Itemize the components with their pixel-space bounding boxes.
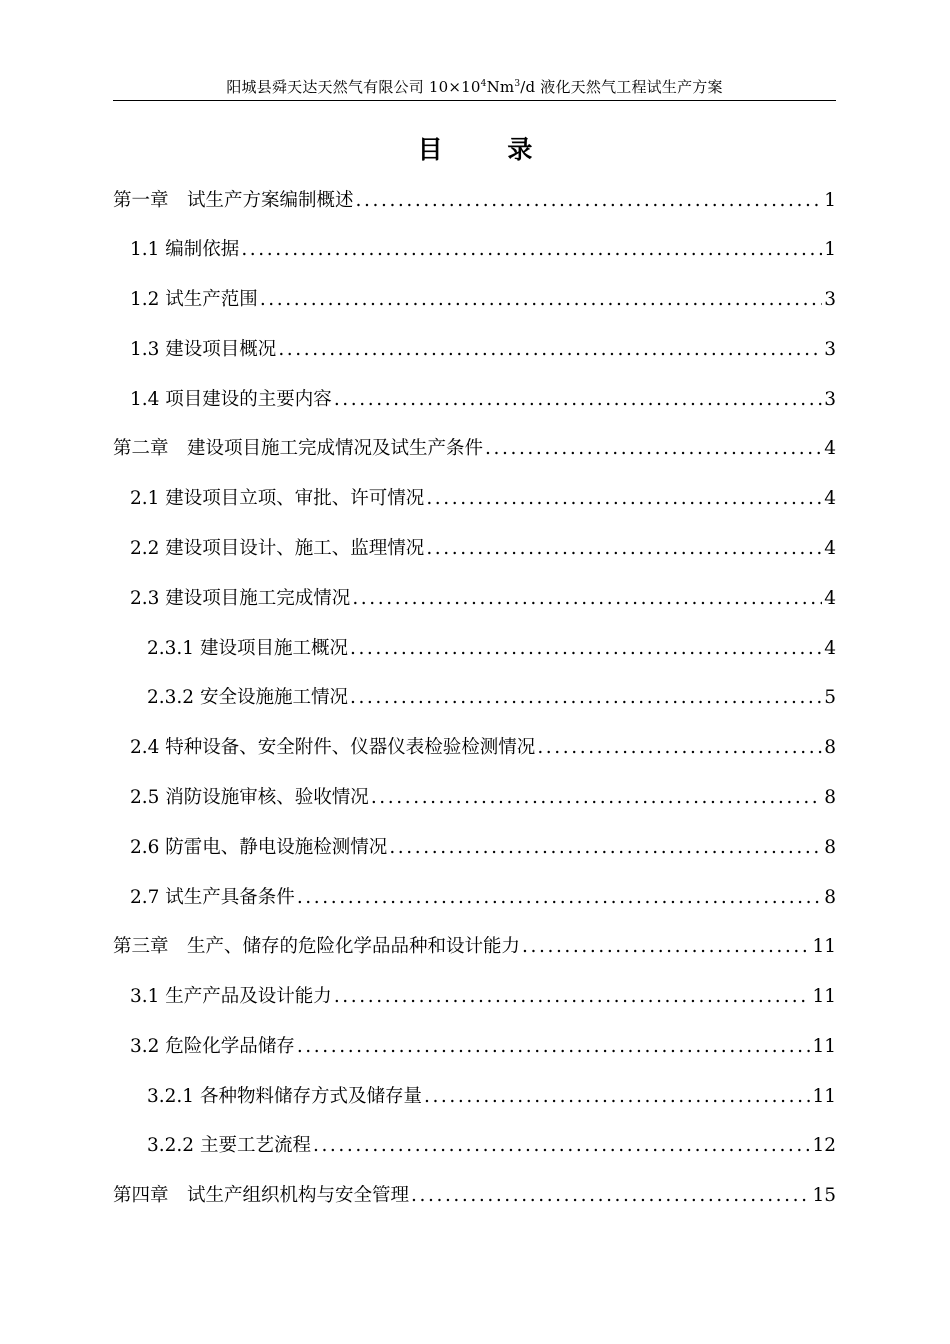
dot-leader [352, 588, 822, 609]
toc-entry-page: 4 [824, 488, 836, 509]
toc-entry-label: 1.1 编制依据 [130, 239, 240, 260]
toc-entry-label: 1.3 建设项目概况 [130, 339, 277, 360]
toc-entry[interactable] [130, 1032, 836, 1062]
toc-entry-label: 2.3.1 建设项目施工概况 [147, 638, 348, 659]
toc-entry[interactable] [130, 833, 836, 863]
dot-leader [297, 1036, 811, 1057]
toc-entry-page: 4 [824, 538, 836, 559]
toc-entry-page: 3 [824, 289, 836, 310]
dot-leader [334, 389, 822, 410]
toc-entry-page: 3 [824, 389, 836, 410]
dot-leader [313, 1135, 810, 1156]
toc-entry[interactable] [130, 534, 836, 564]
toc-entry-label: 2.3.2 安全设施施工情况 [147, 687, 348, 708]
toc-entry[interactable] [147, 1082, 836, 1112]
toc-entry[interactable] [113, 1181, 836, 1211]
toc-entry-page: 11 [812, 1036, 836, 1057]
toc-entry-page: 1 [824, 239, 836, 260]
toc-entry-label: 3.2 危险化学品储存 [130, 1036, 295, 1057]
toc-entry-label: 3.1 生产产品及设计能力 [130, 986, 332, 1007]
dot-leader [389, 837, 822, 858]
dot-leader [411, 1185, 810, 1206]
toc-entry-label: 2.1 建设项目立项、审批、许可情况 [130, 488, 425, 509]
dot-leader [241, 239, 822, 260]
toc-entry[interactable] [130, 235, 836, 265]
dot-leader [371, 787, 822, 808]
dot-leader [426, 538, 822, 559]
toc-entry-label: 第一章 试生产方案编制概述 [113, 190, 354, 211]
toc-entry[interactable] [147, 1131, 836, 1161]
toc-entry-label: 2.4 特种设备、安全附件、仪器仪表检验检测情况 [130, 737, 536, 758]
toc-entry-page: 15 [812, 1185, 836, 1206]
toc-entry-page: 3 [824, 339, 836, 360]
dot-leader [260, 289, 822, 310]
toc-entry[interactable] [113, 434, 836, 464]
toc-entry[interactable] [147, 683, 836, 713]
running-header [113, 76, 836, 97]
dot-leader [350, 687, 822, 708]
header-text-part: 阳城县舜天达天然气有限公司 10×10 [226, 78, 481, 96]
header-unit: Nm [486, 78, 515, 96]
dot-leader [426, 488, 822, 509]
dot-leader [297, 887, 822, 908]
toc-entry-page: 5 [824, 687, 836, 708]
toc-entry-label: 1.2 试生产范围 [130, 289, 258, 310]
toc-entry[interactable] [130, 883, 836, 913]
header-text-tail: /d 液化天然气工程试生产方案 [520, 78, 723, 96]
toc-entry-page: 8 [824, 787, 836, 808]
dot-leader [334, 986, 811, 1007]
header-exponent: 4 [480, 79, 487, 89]
toc-entry-label: 1.4 项目建设的主要内容 [130, 389, 332, 410]
toc-entry[interactable] [130, 584, 836, 614]
header-rule [113, 100, 836, 101]
toc-entry[interactable] [130, 285, 836, 315]
toc-entry[interactable] [147, 634, 836, 664]
toc-entry-page: 11 [812, 936, 836, 957]
dot-leader [356, 190, 823, 211]
toc-entry-page: 12 [812, 1135, 836, 1156]
toc-entry-label: 2.7 试生产具备条件 [130, 887, 295, 908]
toc-entry-page: 1 [824, 190, 836, 211]
dot-leader [522, 936, 810, 957]
dot-leader [278, 339, 822, 360]
toc-entry-label: 3.2.2 主要工艺流程 [147, 1135, 311, 1156]
page-title: 目 录 [417, 135, 561, 164]
toc-entry-label: 3.2.1 各种物料储存方式及储存量 [147, 1086, 422, 1107]
toc-entry-label: 2.6 防雷电、静电设施检测情况 [130, 837, 388, 858]
toc-entry-page: 11 [812, 1086, 836, 1107]
toc-entry-page: 4 [824, 588, 836, 609]
toc-entry-label: 2.5 消防设施审核、验收情况 [130, 787, 369, 808]
toc-entry-page: 4 [824, 438, 836, 459]
toc-entry-label: 第二章 建设项目施工完成情况及试生产条件 [113, 438, 484, 459]
toc-entry-label: 2.2 建设项目设计、施工、监理情况 [130, 538, 425, 559]
toc-entry[interactable] [113, 186, 836, 216]
toc-entry[interactable] [113, 932, 836, 962]
toc-entry-label: 2.3 建设项目施工完成情况 [130, 588, 351, 609]
toc-entry-page: 11 [812, 986, 836, 1007]
toc-entry-page: 4 [824, 638, 836, 659]
dot-leader [424, 1086, 810, 1107]
dot-leader [485, 438, 822, 459]
toc-entry[interactable] [130, 385, 836, 415]
toc-entry[interactable] [130, 733, 836, 763]
header-unit-exponent: 3 [514, 79, 521, 89]
toc-entry[interactable] [130, 982, 836, 1012]
toc-entry[interactable] [130, 783, 836, 813]
toc-entry-page: 8 [824, 887, 836, 908]
toc-entry[interactable] [130, 335, 836, 365]
toc-entry[interactable] [130, 484, 836, 514]
toc-entry-page: 8 [824, 837, 836, 858]
toc-entry-label: 第三章 生产、储存的危险化学品品种和设计能力 [113, 936, 521, 957]
dot-leader [537, 737, 822, 758]
dot-leader [350, 638, 822, 659]
toc-entry-page: 8 [824, 737, 836, 758]
toc-entry-label: 第四章 试生产组织机构与安全管理 [113, 1185, 410, 1206]
